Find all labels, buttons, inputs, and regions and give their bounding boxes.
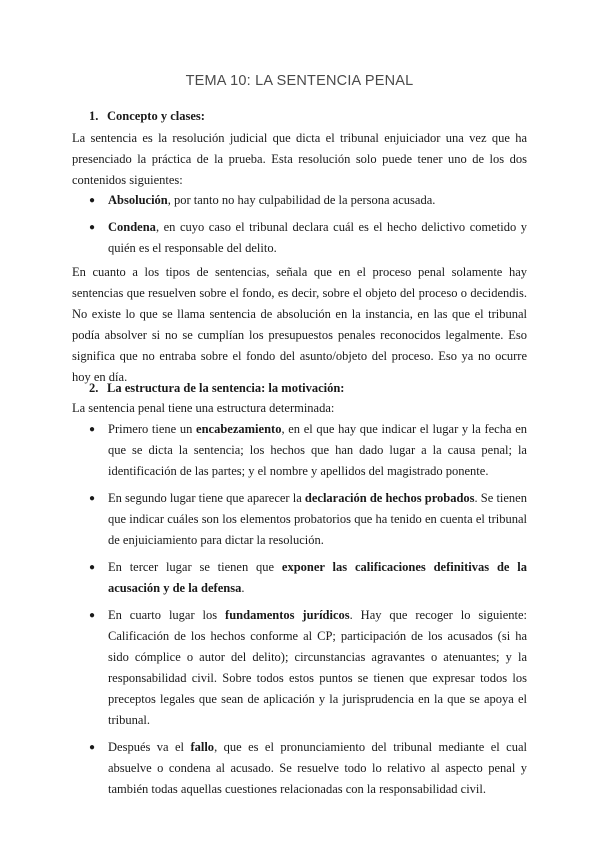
list-item-bold: declaración de hechos probados (304, 491, 475, 505)
section-1-heading-text: Concepto y clases: (107, 109, 205, 123)
list-item-bold: fundamentos jurídicos (225, 608, 350, 622)
section-1-list (72, 190, 527, 259)
list-item-pre: En cuarto lugar los (108, 608, 226, 622)
bullet-icon: ● (89, 195, 96, 206)
list-item-text: , que es el pronunciamiento del tribunal mediante el cual absuelve o condena al acusado. Se resuelve todo lo relativo al aspecto penal y también todas aquellas cuestiones relacionadas con la responsabilidad civil. (108, 740, 528, 796)
section-2-list (72, 419, 527, 800)
section-2-number: 2. (89, 381, 99, 395)
section-1-intro: La sentencia es la resolución judicial que dicta el tribunal enjuiciador una vez que ha presenciado la práctica de la prueba. Esta resolución solo puede tener uno de los dos contenidos siguientes: (72, 131, 527, 187)
list-item (72, 217, 527, 259)
section-1-number: 1. (89, 109, 99, 123)
list-item (72, 190, 527, 211)
section-2-intro: La sentencia penal tiene una estructura determinada: (72, 401, 335, 415)
page-title: TEMA 10: LA SENTENCIA PENAL (185, 73, 414, 89)
section-2-heading-text: La estructura de la sentencia: la motivación: (107, 381, 345, 395)
list-item (72, 605, 527, 731)
list-item-bold: Absolución (108, 193, 168, 207)
list-item-bold: encabezamiento (196, 422, 282, 436)
list-item (72, 488, 527, 551)
bullet-icon: ● (89, 742, 96, 753)
bullet-icon: ● (89, 222, 96, 233)
bullet-icon: ● (89, 562, 96, 573)
section-1-paragraph-2: En cuanto a los tipos de sentencias, señala que en el proceso penal solamente hay sentencias que resuelven sobre el fondo, es decir, sobre el objeto del proceso o decidendis. No existe lo que se llama sentencia de absolución en la instancia, en las que el tribunal podía absolver si no se cumplían los presupuestos penales reconocidos legalmente. Eso significa que no entraba sobre el fondo del asunto/objeto del proceso. Eso ya no ocurre hoy en día. (72, 265, 527, 384)
list-item-bold: exponer las calificaciones definitivas de la acusación y de la defensa (108, 560, 527, 595)
list-item-text: , en cuyo caso el tribunal declara cuál es el hecho delictivo cometido y quién es el responsable del delito. (108, 220, 527, 255)
bullet-icon: ● (89, 493, 96, 504)
list-item-pre: Después va el (108, 740, 191, 754)
list-item-pre: En segundo lugar tiene que aparecer la (108, 491, 305, 505)
list-item-text: . Hay que recoger lo siguiente: Calificación de los hechos conforme al CP; participación de los acusados (si ha sido cómplice o autor del delito); circunstancias agravantes o atenuantes; y la responsabilidad civil. Sobre todos estos puntos se tienen que expresar todos los preceptos legales que sean de aplicación y la jurisprudencia en la que se apoya el tribunal. (108, 608, 527, 727)
list-item-bold: Condena (108, 220, 156, 234)
bullet-icon: ● (89, 610, 96, 621)
section-1-heading (89, 107, 205, 125)
list-item (72, 737, 527, 800)
section-2-heading (89, 379, 344, 397)
list-item (72, 557, 527, 599)
list-item-text: . Se tienen que indicar cuáles son los elementos probatorios que ha tenido en cuenta el tribunal de enjuiciamiento para dictar la resolución. (108, 491, 527, 547)
bullet-icon: ● (89, 424, 96, 435)
list-item-text: . (241, 581, 245, 595)
list-item-text: , en el que hay que indicar el lugar y la fecha en que se dicta la sentencia; los hechos que han dado lugar a la causa penal; la identificación de las partes; y el nombre y apellidos del magistrado ponente. (108, 422, 527, 478)
list-item-bold: fallo (190, 740, 215, 754)
list-item (72, 419, 527, 482)
list-item-text: , por tanto no hay culpabilidad de la persona acusada. (167, 193, 436, 207)
list-item-pre: Primero tiene un (108, 422, 197, 436)
list-item-pre: En tercer lugar se tienen que (108, 560, 282, 574)
